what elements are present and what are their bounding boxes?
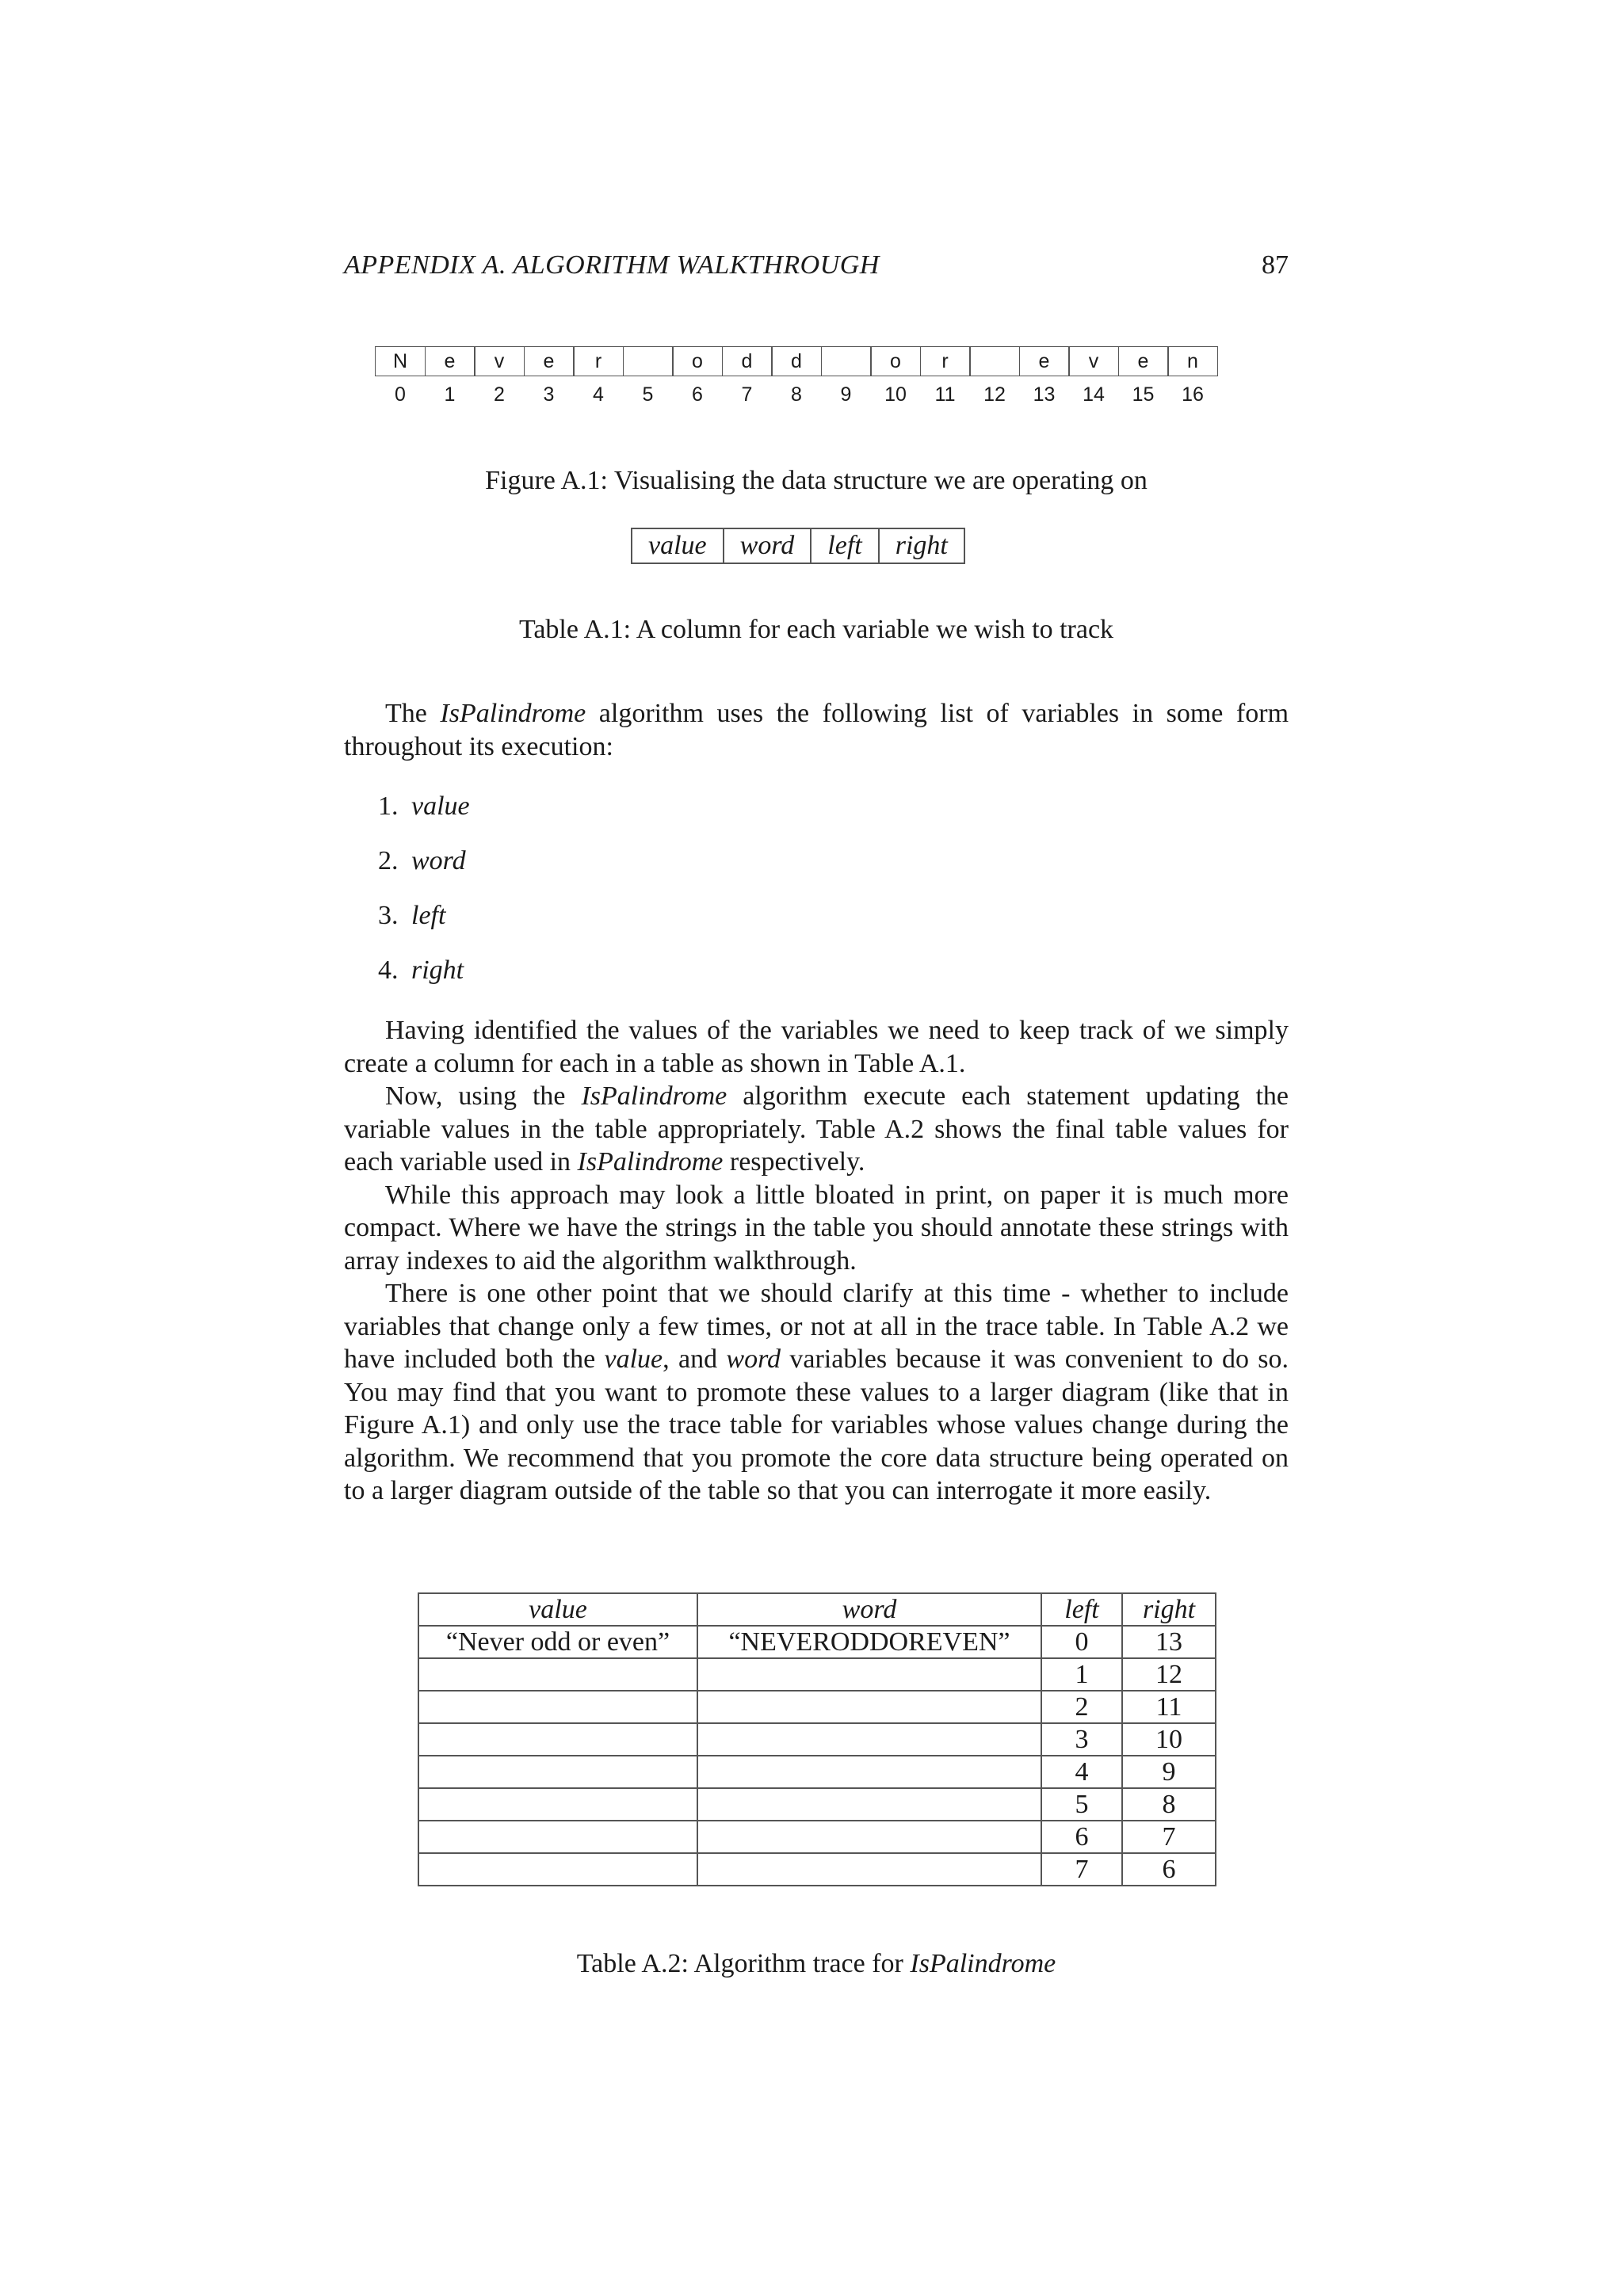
array-index: 3	[543, 383, 555, 406]
table-cell: 7	[1122, 1821, 1216, 1853]
text-run: variables because it was convenient to do so. You may find that you want to promote these values to a larger diagram (like that in Figure A.1) and only use the trace table for variables whose values change during the algorithm. We recommend that you promote the core data structure being operated on to a larger diagram outside of the table so that you can interrogate it more easily.	[344, 1344, 1289, 1505]
table-cell	[418, 1756, 697, 1788]
list-number: 1.	[378, 791, 399, 821]
column-header: right	[1122, 1593, 1216, 1626]
algorithm-name: IsPalindrome	[910, 1949, 1056, 1978]
variable-column-header: value	[632, 528, 724, 563]
table-cell: 2	[1041, 1691, 1122, 1723]
variable-column-header: right	[879, 528, 964, 563]
paragraph: While this approach may look a little bloated in print, on paper it is much more compact. Where we have the strings in the table you should annotate these strings with array indexes to aid the algorithm walkthrough.	[344, 1180, 1289, 1276]
table-row	[418, 1723, 1216, 1756]
array-index: 12	[983, 383, 1006, 406]
array-index: 6	[692, 383, 703, 406]
table-cell: 13	[1122, 1626, 1216, 1658]
table-cell: 11	[1122, 1691, 1216, 1723]
table-cell	[418, 1691, 697, 1723]
column-header: value	[418, 1593, 697, 1626]
table-cell	[697, 1723, 1041, 1756]
variable-name: word	[726, 1344, 781, 1374]
table-row	[418, 1853, 1216, 1886]
array-cell: N	[375, 346, 426, 376]
list-variable: word	[411, 846, 466, 875]
table-cell: 8	[1122, 1788, 1216, 1821]
table-row	[418, 1691, 1216, 1723]
variables-list	[378, 790, 470, 1009]
table-row	[418, 1658, 1216, 1691]
table-cell: 9	[1122, 1756, 1216, 1788]
array-cell: n	[1167, 346, 1218, 376]
variables-table	[631, 528, 965, 564]
intro-paragraph	[344, 697, 1289, 763]
array-index: 2	[494, 383, 505, 406]
algorithm-name: IsPalindrome	[440, 699, 586, 728]
table-row	[418, 1788, 1216, 1821]
array-cell	[623, 346, 674, 376]
array-index: 16	[1182, 383, 1204, 406]
array-cell: e	[1019, 346, 1070, 376]
table-cell: 1	[1041, 1658, 1122, 1691]
column-header: left	[1041, 1593, 1122, 1626]
page-header	[344, 250, 1289, 285]
figure-array-cells	[375, 346, 1218, 376]
list-item	[378, 790, 470, 845]
algorithm-name: IsPalindrome	[581, 1081, 727, 1111]
list-number: 4.	[378, 955, 399, 985]
array-cell: v	[474, 346, 525, 376]
array-index: 1	[444, 383, 456, 406]
paragraph	[344, 1080, 1289, 1179]
paragraph	[344, 1277, 1289, 1508]
text-run: , and	[663, 1344, 727, 1374]
list-number: 2.	[378, 846, 399, 875]
table-row	[418, 1821, 1216, 1853]
variable-column-header: word	[724, 528, 812, 563]
table-cell	[697, 1788, 1041, 1821]
table-cell	[697, 1853, 1041, 1886]
table-cell: 3	[1041, 1723, 1122, 1756]
array-index: 11	[934, 383, 956, 406]
array-index: 9	[840, 383, 852, 406]
intro-text: algorithm uses the following list of variables in some form throughout its execution:	[344, 699, 1289, 761]
array-index: 10	[884, 383, 907, 406]
array-index: 5	[642, 383, 654, 406]
array-cell: r	[573, 346, 624, 376]
text-run: respectively.	[723, 1147, 865, 1177]
table-cell	[418, 1723, 697, 1756]
table-cell	[697, 1658, 1041, 1691]
algorithm-name: IsPalindrome	[577, 1147, 724, 1177]
array-cell	[969, 346, 1020, 376]
array-cell: r	[920, 346, 971, 376]
table-cell	[697, 1691, 1041, 1723]
table-cell: 6	[1041, 1821, 1122, 1853]
list-item	[378, 845, 470, 899]
figure-array-indexes	[375, 383, 1218, 406]
body-text	[344, 1014, 1289, 1508]
array-cell: d	[771, 346, 822, 376]
table-cell: 12	[1122, 1658, 1216, 1691]
paragraph: Having identified the values of the variables we need to keep track of we simply create a column for each in a table as shown in Table A.1.	[344, 1016, 1289, 1078]
text-run: algorithm execute each statement updating the variable values in the table appropriately. Table A.2 shows the final table values for each variable used in	[344, 1081, 1289, 1177]
table-cell: 7	[1041, 1853, 1122, 1886]
variable-name: value	[604, 1344, 663, 1374]
array-index: 4	[593, 383, 604, 406]
table-cell: 0	[1041, 1626, 1122, 1658]
page-number: 87	[1262, 250, 1289, 280]
table-header-row	[418, 1593, 1216, 1626]
table-cell	[697, 1821, 1041, 1853]
array-index: 13	[1033, 383, 1056, 406]
list-variable: value	[411, 791, 470, 821]
table-cell	[418, 1788, 697, 1821]
array-index: 0	[395, 383, 406, 406]
table-a1-caption: Table A.1: A column for each variable we wish to track	[518, 615, 1114, 644]
caption-text: Table A.2: Algorithm trace for	[576, 1949, 911, 1978]
list-variable: left	[411, 901, 446, 930]
array-cell: o	[870, 346, 921, 376]
array-cell: e	[425, 346, 475, 376]
trace-table	[418, 1592, 1216, 1886]
array-index: 14	[1083, 383, 1105, 406]
table-row	[418, 1626, 1216, 1658]
array-cell: o	[672, 346, 723, 376]
array-cell: e	[1118, 346, 1169, 376]
table-cell: 10	[1122, 1723, 1216, 1756]
running-title: APPENDIX A. ALGORITHM WALKTHROUGH	[344, 250, 880, 280]
table-cell: 4	[1041, 1756, 1122, 1788]
array-cell: v	[1068, 346, 1119, 376]
table-cell	[418, 1853, 697, 1886]
array-cell	[821, 346, 872, 376]
array-index: 15	[1132, 383, 1155, 406]
table-cell: “NEVERODDOREVEN”	[697, 1626, 1041, 1658]
table-cell	[418, 1658, 697, 1691]
array-cell: e	[524, 346, 575, 376]
table-cell: “Never odd or even”	[418, 1626, 697, 1658]
intro-text: The	[385, 699, 441, 728]
array-cell: d	[722, 346, 773, 376]
column-header: word	[697, 1593, 1041, 1626]
text-run: Now, using the	[385, 1081, 582, 1111]
list-item	[378, 954, 470, 1009]
table-cell	[418, 1821, 697, 1853]
table-cell	[697, 1756, 1041, 1788]
table-cell: 5	[1041, 1788, 1122, 1821]
list-item	[378, 899, 470, 954]
list-variable: right	[411, 955, 464, 985]
table-cell: 6	[1122, 1853, 1216, 1886]
array-index: 8	[791, 383, 802, 406]
figure-caption: Figure A.1: Visualising the data structure we are operating on	[485, 466, 1148, 495]
table-row	[418, 1756, 1216, 1788]
table-a2-caption	[344, 1949, 1289, 1979]
list-number: 3.	[378, 901, 399, 930]
array-index: 7	[741, 383, 753, 406]
variable-column-header: left	[811, 528, 878, 563]
text-run: There is one other point that we should clarify at this time - whether to include variables that change only a few times, or not at all in the trace table. In Table A.2 we have included both the	[344, 1279, 1289, 1374]
